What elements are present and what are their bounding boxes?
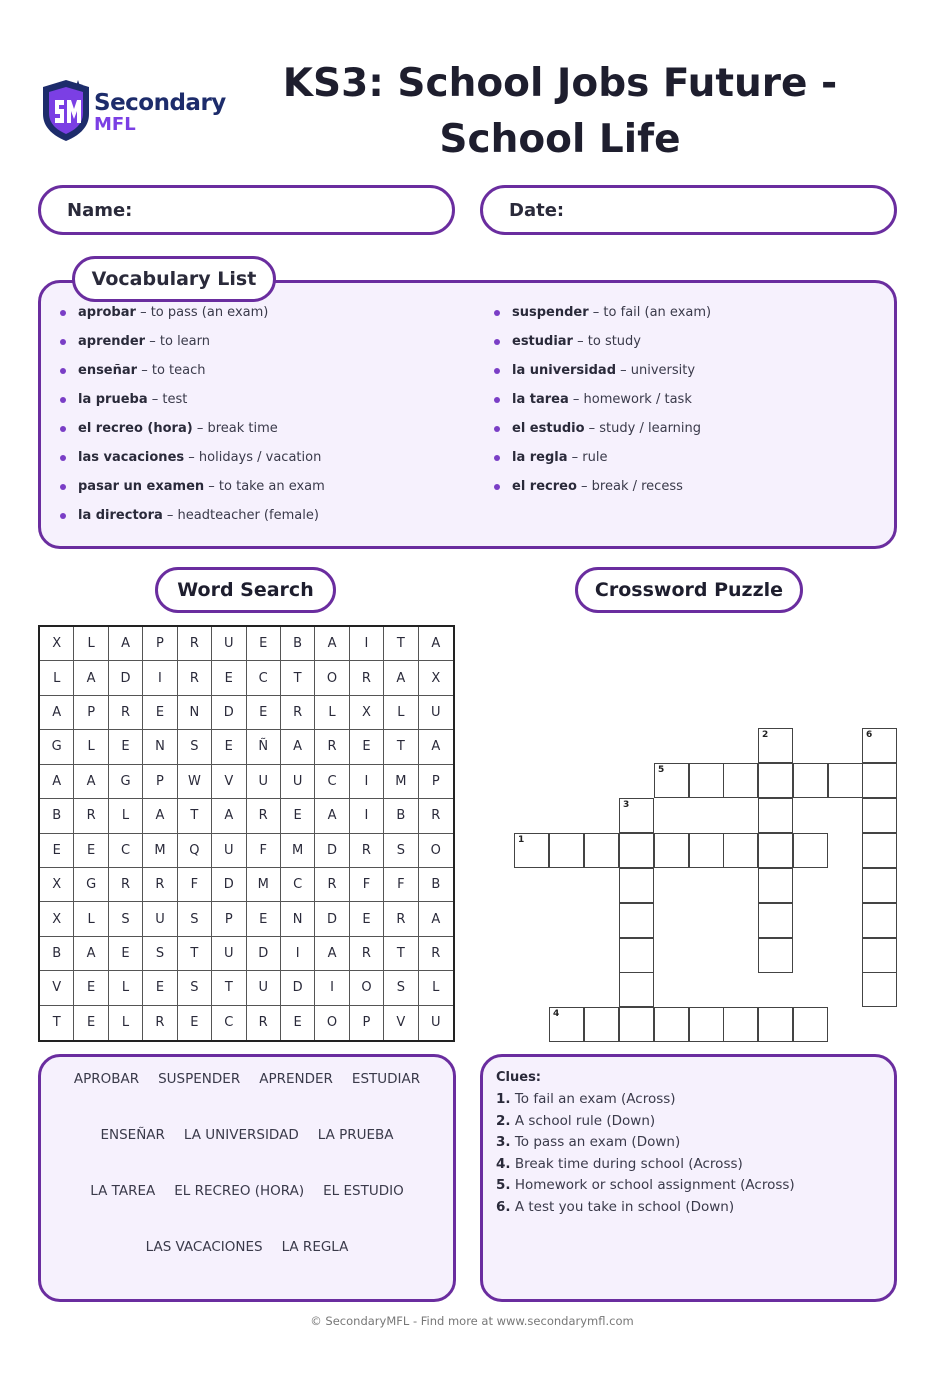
crossword-cell[interactable] xyxy=(793,833,828,868)
grid-letter[interactable]: O xyxy=(419,834,453,868)
grid-letter[interactable]: M xyxy=(143,834,177,868)
grid-letter[interactable]: P xyxy=(419,765,453,799)
crossword-cell[interactable] xyxy=(758,903,793,938)
grid-letter[interactable]: I xyxy=(350,765,384,799)
grid-letter[interactable]: A xyxy=(281,730,315,764)
vocab-meaning: – to learn xyxy=(149,334,210,349)
grid-letter[interactable]: L xyxy=(74,902,108,936)
vocab-term: el recreo (hora) xyxy=(78,421,193,436)
grid-letter[interactable]: F xyxy=(178,868,212,902)
grid-letter[interactable]: R xyxy=(109,696,143,730)
clue-item xyxy=(496,1134,680,1150)
crossword-cell[interactable] xyxy=(654,833,689,868)
grid-letter[interactable]: O xyxy=(350,971,384,1005)
page-title: KS3: School Jobs Future - School Life xyxy=(282,61,838,162)
grid-letter[interactable]: D xyxy=(212,696,246,730)
vocab-meaning: – test xyxy=(151,392,188,407)
vocab-meaning: – holidays / vacation xyxy=(188,450,322,465)
grid-letter[interactable]: L xyxy=(419,971,453,1005)
grid-letter[interactable]: S xyxy=(109,902,143,936)
grid-letter[interactable]: X xyxy=(350,696,384,730)
grid-letter[interactable]: C xyxy=(109,834,143,868)
crossword-cell[interactable] xyxy=(758,798,793,833)
grid-letter[interactable]: P xyxy=(74,696,108,730)
clue-number: 2 xyxy=(762,730,769,740)
grid-letter[interactable]: A xyxy=(40,696,74,730)
vocab-item xyxy=(60,331,325,360)
grid-letter[interactable]: D xyxy=(315,834,349,868)
grid-letter[interactable]: D xyxy=(109,661,143,695)
grid-letter[interactable]: O xyxy=(315,661,349,695)
grid-letter[interactable]: R xyxy=(350,834,384,868)
vocab-item xyxy=(494,447,711,476)
grid-letter[interactable]: U xyxy=(212,834,246,868)
crossword-cell[interactable] xyxy=(793,763,828,798)
clue-number: 3 xyxy=(623,800,630,810)
clue-text: To fail an exam (Across) xyxy=(514,1091,676,1107)
vocab-meaning: – break time xyxy=(196,421,278,436)
vocab-item xyxy=(60,360,325,389)
grid-letter[interactable]: G xyxy=(109,765,143,799)
grid-letter[interactable]: A xyxy=(419,730,453,764)
grid-letter[interactable]: I xyxy=(281,937,315,971)
crossword-cell[interactable] xyxy=(514,833,549,868)
grid-letter[interactable]: P xyxy=(350,1006,384,1040)
vocab-meaning: – rule xyxy=(571,450,608,465)
crossword-cell[interactable] xyxy=(828,763,863,798)
crossword-cell[interactable] xyxy=(723,763,758,798)
grid-letter[interactable]: L xyxy=(109,799,143,833)
vocab-term: estudiar xyxy=(512,334,573,349)
grid-letter[interactable]: L xyxy=(74,627,108,661)
clues-panel xyxy=(480,1054,897,1302)
crossword-cell[interactable] xyxy=(689,763,724,798)
grid-letter[interactable]: T xyxy=(178,799,212,833)
grid-letter[interactable]: B xyxy=(419,868,453,902)
grid-letter[interactable]: R xyxy=(143,868,177,902)
grid-letter[interactable]: N xyxy=(143,730,177,764)
grid-letter[interactable]: V xyxy=(40,971,74,1005)
grid-letter[interactable]: A xyxy=(212,799,246,833)
crossword-cell[interactable] xyxy=(758,728,793,763)
crossword-cell[interactable] xyxy=(619,868,654,903)
grid-letter[interactable]: D xyxy=(212,868,246,902)
grid-letter[interactable]: N xyxy=(281,902,315,936)
grid-letter[interactable]: L xyxy=(315,696,349,730)
grid-letter[interactable]: A xyxy=(384,661,418,695)
grid-letter[interactable]: E xyxy=(143,696,177,730)
vocab-meaning: – study / learning xyxy=(588,421,702,436)
grid-letter[interactable]: E xyxy=(143,971,177,1005)
vocabulary-heading: Vocabulary List xyxy=(72,256,276,302)
name-field[interactable] xyxy=(38,185,455,235)
grid-letter[interactable]: X xyxy=(419,661,453,695)
date-label: Date: xyxy=(509,200,565,221)
vocab-meaning: – to pass (an exam) xyxy=(140,305,269,320)
vocab-item xyxy=(494,389,711,418)
grid-letter[interactable]: A xyxy=(419,902,453,936)
grid-letter[interactable]: L xyxy=(109,971,143,1005)
crossword-cell[interactable] xyxy=(758,763,793,798)
grid-letter[interactable]: T xyxy=(384,730,418,764)
crossword-cell[interactable] xyxy=(793,1007,828,1042)
crossword-cell[interactable] xyxy=(689,833,724,868)
grid-letter[interactable]: T xyxy=(281,661,315,695)
grid-letter[interactable]: C xyxy=(212,1006,246,1040)
vocab-term: enseñar xyxy=(78,363,138,378)
word-row xyxy=(41,1183,453,1199)
clue-number: 4 xyxy=(553,1009,560,1019)
clue-text: A test you take in school (Down) xyxy=(514,1199,735,1215)
vocab-term: aprobar xyxy=(78,305,136,320)
clue-number: 1 xyxy=(518,835,525,845)
grid-letter[interactable]: D xyxy=(247,937,281,971)
shield-logo-icon xyxy=(40,78,92,144)
grid-letter[interactable]: L xyxy=(74,730,108,764)
grid-letter[interactable]: R xyxy=(350,661,384,695)
grid-letter[interactable]: Q xyxy=(178,834,212,868)
crossword-cell[interactable] xyxy=(723,1007,758,1042)
grid-letter[interactable]: X xyxy=(40,902,74,936)
grid-letter[interactable]: R xyxy=(247,1006,281,1040)
grid-letter[interactable]: A xyxy=(419,627,453,661)
date-field[interactable] xyxy=(480,185,897,235)
grid-letter[interactable]: U xyxy=(143,902,177,936)
crossword-cell[interactable] xyxy=(619,1007,654,1042)
vocab-meaning: – homework / task xyxy=(572,392,692,407)
crossword-cell[interactable] xyxy=(584,833,619,868)
grid-letter[interactable]: E xyxy=(109,730,143,764)
vocab-term: el recreo xyxy=(512,479,577,494)
grid-letter[interactable]: U xyxy=(212,627,246,661)
crossword-cell[interactable] xyxy=(619,798,654,833)
vocab-item xyxy=(60,447,325,476)
crossword-cell[interactable] xyxy=(862,728,897,763)
clue-num: 5. xyxy=(496,1177,511,1193)
grid-letter[interactable]: E xyxy=(350,730,384,764)
grid-letter[interactable]: E xyxy=(281,799,315,833)
crossword-cell[interactable] xyxy=(723,833,758,868)
crossword-cell[interactable] xyxy=(584,1007,619,1042)
crossword-cell[interactable] xyxy=(862,763,897,798)
crossword-cell[interactable] xyxy=(862,798,897,833)
grid-letter[interactable]: S xyxy=(178,730,212,764)
grid-letter[interactable]: G xyxy=(40,730,74,764)
grid-letter[interactable]: E xyxy=(247,902,281,936)
vocab-item xyxy=(60,476,325,505)
grid-letter[interactable]: S xyxy=(178,902,212,936)
grid-letter[interactable]: F xyxy=(350,868,384,902)
grid-letter[interactable]: E xyxy=(212,730,246,764)
grid-letter[interactable]: M xyxy=(281,834,315,868)
grid-letter[interactable]: T xyxy=(384,937,418,971)
vocab-item xyxy=(60,389,325,418)
grid-letter[interactable]: P xyxy=(143,765,177,799)
grid-letter[interactable]: T xyxy=(212,971,246,1005)
vocab-item xyxy=(494,331,711,360)
grid-letter[interactable]: R xyxy=(281,696,315,730)
grid-letter[interactable]: I xyxy=(350,799,384,833)
grid-letter[interactable]: R xyxy=(178,627,212,661)
grid-letter[interactable]: U xyxy=(419,696,453,730)
grid-letter[interactable]: E xyxy=(350,902,384,936)
grid-letter[interactable]: C xyxy=(281,868,315,902)
grid-letter[interactable]: U xyxy=(247,971,281,1005)
brand-subname: MFL xyxy=(94,114,136,135)
word-item: LA TAREA xyxy=(90,1183,156,1199)
vocab-item xyxy=(60,505,325,534)
grid-letter[interactable]: E xyxy=(109,937,143,971)
grid-letter[interactable]: P xyxy=(212,902,246,936)
crossword-cell[interactable] xyxy=(549,1007,584,1042)
word-item: LA UNIVERSIDAD xyxy=(183,1127,299,1143)
grid-letter[interactable]: S xyxy=(143,937,177,971)
grid-letter[interactable]: E xyxy=(74,1006,108,1040)
vocab-item xyxy=(494,418,711,447)
clue-text: A school rule (Down) xyxy=(514,1113,656,1129)
grid-letter[interactable]: O xyxy=(315,1006,349,1040)
clue-item xyxy=(496,1091,676,1107)
grid-letter[interactable]: E xyxy=(40,834,74,868)
grid-letter[interactable]: R xyxy=(109,868,143,902)
word-search-heading: Word Search xyxy=(155,567,336,613)
word-row xyxy=(41,1071,453,1087)
grid-letter[interactable]: R xyxy=(143,1006,177,1040)
grid-letter[interactable]: T xyxy=(40,1006,74,1040)
vocab-item xyxy=(60,418,325,447)
grid-letter[interactable]: V xyxy=(384,1006,418,1040)
grid-letter[interactable]: S xyxy=(384,971,418,1005)
vocab-meaning: – headteacher (female) xyxy=(166,508,319,523)
clue-text: Homework or school assignment (Across) xyxy=(514,1177,795,1193)
clue-num: 1. xyxy=(496,1091,511,1107)
grid-letter[interactable]: V xyxy=(212,765,246,799)
crossword-cell[interactable] xyxy=(619,833,654,868)
grid-letter[interactable]: T xyxy=(384,627,418,661)
name-label: Name: xyxy=(67,200,133,221)
clue-text: To pass an exam (Down) xyxy=(514,1134,681,1150)
grid-letter[interactable]: C xyxy=(247,661,281,695)
vocabulary-list-right xyxy=(494,302,711,505)
vocab-term: la regla xyxy=(512,450,568,465)
word-row xyxy=(41,1127,453,1143)
footer-text: © SecondaryMFL - Find more at www.secondarymfl.com xyxy=(310,1314,634,1328)
brand-logo xyxy=(40,78,230,144)
vocab-term: la prueba xyxy=(78,392,148,407)
grid-letter[interactable]: D xyxy=(281,971,315,1005)
crossword-cell[interactable] xyxy=(862,972,897,1007)
grid-letter[interactable]: E xyxy=(212,661,246,695)
brand-name: Secondary xyxy=(94,90,226,116)
grid-letter[interactable]: I xyxy=(350,627,384,661)
crossword-cell[interactable] xyxy=(619,972,654,1007)
word-item: EL ESTUDIO xyxy=(323,1183,404,1199)
grid-letter[interactable]: A xyxy=(40,765,74,799)
vocab-term: aprender xyxy=(78,334,146,349)
vocabulary-list-left xyxy=(60,302,325,534)
vocab-meaning: – to teach xyxy=(141,363,206,378)
grid-letter[interactable]: R xyxy=(419,937,453,971)
grid-letter[interactable]: A xyxy=(315,627,349,661)
grid-letter[interactable]: A xyxy=(143,799,177,833)
crossword-cell[interactable] xyxy=(654,1007,689,1042)
grid-letter[interactable]: B xyxy=(40,937,74,971)
vocab-term: pasar un examen xyxy=(78,479,205,494)
vocab-item xyxy=(494,476,711,505)
vocab-term: las vacaciones xyxy=(78,450,185,465)
grid-letter[interactable]: L xyxy=(40,661,74,695)
grid-letter[interactable]: D xyxy=(315,902,349,936)
crossword-cell[interactable] xyxy=(758,1007,793,1042)
vocab-item xyxy=(60,302,325,331)
grid-letter[interactable]: U xyxy=(212,937,246,971)
grid-letter[interactable]: L xyxy=(384,696,418,730)
grid-letter[interactable]: F xyxy=(247,834,281,868)
clue-item xyxy=(496,1113,655,1129)
grid-letter[interactable]: B xyxy=(281,627,315,661)
word-item: LA REGLA xyxy=(281,1239,349,1255)
grid-letter[interactable]: R xyxy=(384,902,418,936)
crossword-cell[interactable] xyxy=(862,938,897,973)
word-item: EL RECREO (HORA) xyxy=(174,1183,305,1199)
grid-letter[interactable]: T xyxy=(178,937,212,971)
vocab-meaning: – to take an exam xyxy=(208,479,325,494)
word-item: LAS VACACIONES xyxy=(145,1239,263,1255)
vocab-meaning: – break / recess xyxy=(581,479,683,494)
vocab-term: suspender xyxy=(512,305,589,320)
vocab-term: la directora xyxy=(78,508,163,523)
grid-letter[interactable]: U xyxy=(247,765,281,799)
grid-letter[interactable]: M xyxy=(247,868,281,902)
word-item: ENSEÑAR xyxy=(100,1127,165,1143)
vocab-meaning: – to fail (an exam) xyxy=(592,305,712,320)
grid-letter[interactable]: R xyxy=(315,868,349,902)
grid-letter[interactable]: U xyxy=(281,765,315,799)
word-list-panel xyxy=(38,1054,456,1302)
grid-letter[interactable]: R xyxy=(350,937,384,971)
word-item: SUSPENDER xyxy=(158,1071,241,1087)
clue-number: 5 xyxy=(658,765,665,775)
grid-letter[interactable]: R xyxy=(419,799,453,833)
grid-letter[interactable]: M xyxy=(384,765,418,799)
grid-letter[interactable]: P xyxy=(143,627,177,661)
grid-letter[interactable]: I xyxy=(315,971,349,1005)
crossword-cell[interactable] xyxy=(619,903,654,938)
grid-letter[interactable]: E xyxy=(74,971,108,1005)
crossword-cell[interactable] xyxy=(862,868,897,903)
grid-letter[interactable]: W xyxy=(178,765,212,799)
crossword-cell[interactable] xyxy=(862,833,897,868)
clue-num: 3. xyxy=(496,1134,511,1150)
vocab-term: la tarea xyxy=(512,392,569,407)
crossword-cell[interactable] xyxy=(758,868,793,903)
grid-letter[interactable]: E xyxy=(178,1006,212,1040)
clue-num: 2. xyxy=(496,1113,511,1129)
grid-letter[interactable]: R xyxy=(74,799,108,833)
crossword-cell[interactable] xyxy=(619,938,654,973)
crossword-cell[interactable] xyxy=(689,1007,724,1042)
grid-letter[interactable]: A xyxy=(74,765,108,799)
grid-letter[interactable]: E xyxy=(74,834,108,868)
grid-letter[interactable]: E xyxy=(247,696,281,730)
vocab-term: la universidad xyxy=(512,363,616,378)
word-row xyxy=(41,1239,453,1255)
vocab-item xyxy=(494,360,711,389)
clue-item xyxy=(496,1177,795,1193)
grid-letter[interactable]: A xyxy=(315,937,349,971)
vocab-meaning: – university xyxy=(620,363,696,378)
crossword-cell[interactable] xyxy=(758,938,793,973)
crossword-cell[interactable] xyxy=(862,903,897,938)
grid-letter[interactable]: C xyxy=(315,765,349,799)
clue-num: 6. xyxy=(496,1199,511,1215)
grid-letter[interactable]: I xyxy=(143,661,177,695)
grid-letter[interactable]: N xyxy=(178,696,212,730)
word-item: APRENDER xyxy=(259,1071,333,1087)
crossword-cell[interactable] xyxy=(549,833,584,868)
grid-letter[interactable]: R xyxy=(247,799,281,833)
crossword-cell[interactable] xyxy=(758,833,793,868)
grid-letter[interactable]: G xyxy=(74,868,108,902)
vocab-term: el estudio xyxy=(512,421,585,436)
grid-letter[interactable]: R xyxy=(315,730,349,764)
grid-letter[interactable]: X xyxy=(40,627,74,661)
clues-heading: Clues: xyxy=(496,1070,542,1085)
clue-number: 6 xyxy=(866,730,873,740)
crossword-cell[interactable] xyxy=(654,763,689,798)
word-item: ESTUDIAR xyxy=(351,1071,421,1087)
grid-letter[interactable]: A xyxy=(74,661,108,695)
clue-num: 4. xyxy=(496,1156,511,1172)
grid-letter[interactable]: Ñ xyxy=(247,730,281,764)
grid-letter[interactable]: X xyxy=(40,868,74,902)
grid-letter[interactable]: E xyxy=(247,627,281,661)
grid-letter[interactable]: S xyxy=(384,834,418,868)
grid-letter[interactable]: S xyxy=(178,971,212,1005)
grid-letter[interactable]: U xyxy=(431,1015,441,1031)
grid-letter[interactable]: A xyxy=(109,627,143,661)
clue-item xyxy=(496,1156,743,1172)
grid-letter[interactable]: B xyxy=(40,799,74,833)
clue-text: Break time during school (Across) xyxy=(514,1156,743,1172)
grid-letter[interactable]: A xyxy=(74,937,108,971)
vocab-item xyxy=(494,302,711,331)
word-search-grid[interactable] xyxy=(38,625,455,1042)
clue-item xyxy=(496,1199,734,1215)
grid-letter[interactable]: L xyxy=(109,1006,143,1040)
grid-letter[interactable]: B xyxy=(384,799,418,833)
word-item: LA PRUEBA xyxy=(317,1127,394,1143)
crossword-heading: Crossword Puzzle xyxy=(575,567,803,613)
word-item: APROBAR xyxy=(73,1071,140,1087)
grid-letter[interactable]: R xyxy=(178,661,212,695)
grid-letter[interactable]: A xyxy=(315,799,349,833)
vocab-meaning: – to study xyxy=(577,334,641,349)
grid-letter[interactable]: F xyxy=(384,868,418,902)
grid-letter[interactable]: E xyxy=(281,1006,315,1040)
